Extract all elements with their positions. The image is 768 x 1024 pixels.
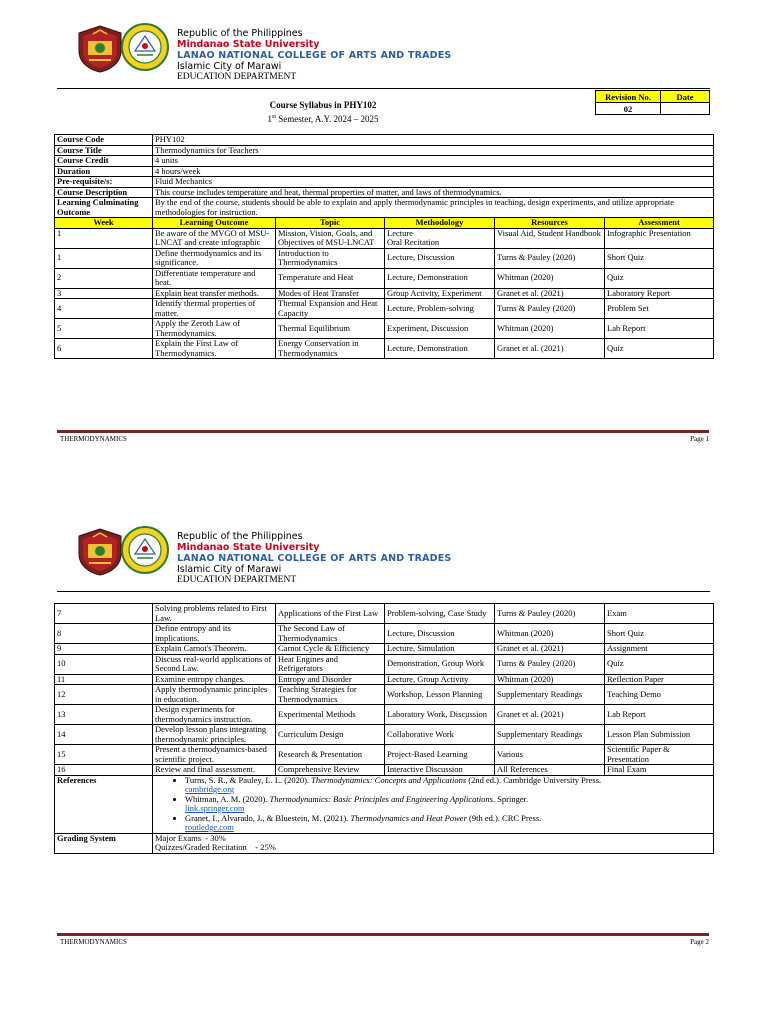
- learning-outcome-cell: Review and final assessment.: [153, 765, 276, 776]
- date-value: [661, 103, 710, 115]
- reference-item: [185, 814, 711, 833]
- topic-cell: Mission, Vision, Goals, and Objectives of MSU-LNCAT: [276, 228, 385, 248]
- grading-row: [55, 833, 714, 853]
- reference-link[interactable]: cambridge.org: [185, 784, 235, 794]
- footer-page-number: Page 2: [690, 938, 709, 946]
- resources-cell: Turns & Pauley (2020): [495, 604, 605, 624]
- methodology-cell: Lecture, Demonstration: [385, 268, 495, 288]
- week-row: [55, 644, 714, 655]
- resources-cell: Granet et al. (2021): [495, 705, 605, 725]
- learning-outcome-cell: Develop lesson plans integrating thermodynamic principles.: [153, 725, 276, 745]
- reference-item: [185, 795, 711, 814]
- course-info-value: 4 hours/week: [153, 166, 714, 177]
- week-row: [55, 765, 714, 776]
- header-rule: [57, 88, 710, 89]
- reference-authors: Turns, S. R., & Pauley, L. L. (2020).: [185, 775, 312, 785]
- methodology-cell: Lecture, Simulation: [385, 644, 495, 655]
- reference-link[interactable]: routledge.com: [185, 822, 234, 832]
- methodology-cell: Workshop, Lesson Planning: [385, 685, 495, 705]
- footer-rule: [57, 430, 709, 433]
- course-info-value: 4 units: [153, 156, 714, 167]
- column-header-methodology: Methodology: [385, 218, 495, 229]
- course-info-label: Course Credit: [55, 156, 153, 167]
- week-row: [55, 604, 714, 624]
- week-cell: 14: [55, 725, 153, 745]
- week-cell: 15: [55, 745, 153, 765]
- methodology-cell: Demonstration, Group Work: [385, 654, 495, 674]
- reference-publisher: . Springer.: [492, 793, 529, 804]
- assessment-cell: Scientific Paper & Presentation: [605, 745, 714, 765]
- methodology-cell: Lecture, Discussion: [385, 248, 495, 268]
- topic-cell: Modes of Heat Transfer: [276, 288, 385, 299]
- course-info-row: [55, 145, 714, 156]
- week-row: [55, 319, 714, 339]
- assessment-cell: Quiz: [605, 339, 714, 359]
- methodology-cell: Lecture, Discussion: [385, 624, 495, 644]
- course-info-value: By the end of the course, students should be able to explain and apply thermodynamic principles in teaching, design experiments, and utilize appropriate methodologies for instruction.: [153, 198, 714, 218]
- assessment-cell: Short Quiz: [605, 248, 714, 268]
- resources-cell: Visual Aid, Student Handbook: [495, 228, 605, 248]
- resources-cell: Various: [495, 745, 605, 765]
- resources-cell: Whitman (2020): [495, 674, 605, 685]
- week-cell: 16: [55, 765, 153, 776]
- methodology-cell: Interactive Discussion: [385, 765, 495, 776]
- learning-outcome-cell: Design experiments for thermodynamics instruction.: [153, 705, 276, 725]
- week-cell: 7: [55, 604, 153, 624]
- syllabus-page-1: [0, 0, 768, 500]
- reference-title: Thermodynamics and Heat Power: [350, 812, 467, 823]
- references-row: [55, 775, 714, 833]
- week-row: [55, 339, 714, 359]
- column-header-learning-outcome: Learning Outcome: [153, 218, 276, 229]
- topic-cell: Research & Presentation: [276, 745, 385, 765]
- topic-cell: Teaching Strategies for Thermodynamics: [276, 685, 385, 705]
- reference-item: [185, 776, 711, 795]
- assessment-cell: Quiz: [605, 268, 714, 288]
- methodology-cell: Experiment, Discussion: [385, 319, 495, 339]
- week-row: [55, 725, 714, 745]
- header-university: Mindanao State University: [177, 542, 320, 553]
- reference-authors: Whitman, A. M. (2020).: [185, 793, 270, 804]
- week-cell: 5: [55, 319, 153, 339]
- resources-cell: Whitman (2020): [495, 319, 605, 339]
- header-rule: [57, 591, 710, 592]
- topic-cell: Energy Conservation in Thermodynamics: [276, 339, 385, 359]
- learning-outcome-cell: Apply thermodynamic principles in education.: [153, 685, 276, 705]
- methodology-cell: Problem-solving, Case Study: [385, 604, 495, 624]
- references-label: References: [55, 775, 153, 833]
- topic-cell: Carnot Cycle & Efficiency: [276, 644, 385, 655]
- methodology-cell: Lecture, Problem-solving: [385, 299, 495, 319]
- resources-cell: Granet et al. (2021): [495, 288, 605, 299]
- topic-cell: Temperature and Heat: [276, 268, 385, 288]
- course-info-label: Course Description: [55, 187, 153, 198]
- resources-cell: Turns & Pauley (2020): [495, 248, 605, 268]
- course-info-row: [55, 198, 714, 218]
- week-cell: 9: [55, 644, 153, 655]
- resources-cell: All References: [495, 765, 605, 776]
- reference-link[interactable]: link.springer.com: [185, 803, 245, 813]
- methodology-cell: Laboratory Work, Discussion: [385, 705, 495, 725]
- methodology-cell: Lecture, Demonstration: [385, 339, 495, 359]
- institution-header: [177, 28, 451, 83]
- header-department: EDUCATION DEPARTMENT: [177, 575, 297, 585]
- week-cell: 10: [55, 654, 153, 674]
- msu-seal-logo: [77, 528, 123, 576]
- assessment-cell: Lesson Plan Submission: [605, 725, 714, 745]
- week-row: [55, 745, 714, 765]
- topic-cell: Comprehensive Review: [276, 765, 385, 776]
- week-row: [55, 685, 714, 705]
- course-info-value: Fluid Mechanics: [153, 177, 714, 188]
- semester-line: [175, 111, 471, 125]
- week-cell: 1: [55, 228, 153, 248]
- week-cell: 6: [55, 339, 153, 359]
- grading-label: Grading System: [55, 833, 153, 853]
- header-republic: Republic of the Philippines: [177, 531, 303, 542]
- methodology-cell: Group Activity, Experiment: [385, 288, 495, 299]
- grading-major-exams: Major Exams - 30%: [155, 833, 226, 843]
- assessment-cell: Exam: [605, 604, 714, 624]
- week-row: [55, 299, 714, 319]
- header-department: EDUCATION DEPARTMENT: [177, 72, 297, 82]
- resources-cell: Granet et al. (2021): [495, 644, 605, 655]
- course-info-row: [55, 156, 714, 167]
- week-cell: 1: [55, 248, 153, 268]
- semester-suffix: st: [272, 114, 277, 120]
- assessment-cell: Laboratory Report: [605, 288, 714, 299]
- course-info-row: [55, 135, 714, 146]
- revision-table: [595, 90, 710, 115]
- learning-outcome-cell: Discuss real-world applications of Second Law.: [153, 654, 276, 674]
- revision-no-header: Revision No.: [596, 91, 661, 103]
- resources-cell: Whitman (2020): [495, 624, 605, 644]
- resources-cell: Whitman (2020): [495, 268, 605, 288]
- week-row: [55, 288, 714, 299]
- week-row: [55, 654, 714, 674]
- topic-cell: Thermal Equilibrium: [276, 319, 385, 339]
- institution-header: [177, 531, 451, 586]
- weekly-plan-table: [54, 603, 714, 854]
- course-info-row: [55, 166, 714, 177]
- topic-cell: Thermal Expansion and Heat Capacity: [276, 299, 385, 319]
- course-info-value: PHY102: [153, 135, 714, 146]
- msu-seal-logo: [77, 25, 123, 73]
- resources-cell: Turns & Pauley (2020): [495, 299, 605, 319]
- reference-publisher: (9th ed.). CRC Press.: [466, 812, 542, 823]
- learning-outcome-cell: Define thermodynamics and its significance.: [153, 248, 276, 268]
- course-info-row: [55, 187, 714, 198]
- resources-cell: Supplementary Readings: [495, 725, 605, 745]
- assessment-cell: Lab Report: [605, 705, 714, 725]
- topic-cell: Experimental Methods: [276, 705, 385, 725]
- week-cell: 13: [55, 705, 153, 725]
- topic-cell: Entropy and Disorder: [276, 674, 385, 685]
- date-header: Date: [661, 91, 710, 103]
- learning-outcome-cell: Define entropy and its implications.: [153, 624, 276, 644]
- course-info-label: Course Title: [55, 145, 153, 156]
- assessment-cell: Problem Set: [605, 299, 714, 319]
- week-cell: 11: [55, 674, 153, 685]
- week-row: [55, 674, 714, 685]
- learning-outcome-cell: Explain heat transfer methods.: [153, 288, 276, 299]
- week-row: [55, 705, 714, 725]
- header-city: Islamic City of Marawi: [177, 61, 282, 72]
- lncat-seal-logo: [121, 524, 169, 576]
- footer-left: THERMODYNAMICS: [60, 938, 127, 946]
- resources-cell: Turns & Pauley (2020): [495, 654, 605, 674]
- learning-outcome-cell: Be aware of the MVGO of MSU-LNCAT and create infographic: [153, 228, 276, 248]
- week-cell: 2: [55, 268, 153, 288]
- topic-cell: Introduction to Thermodynamics: [276, 248, 385, 268]
- header-city: Islamic City of Marawi: [177, 564, 282, 575]
- references-list: [155, 776, 711, 833]
- course-info-table: [54, 134, 714, 359]
- week-cell: 3: [55, 288, 153, 299]
- column-header-resources: Resources: [495, 218, 605, 229]
- assessment-cell: Lab Report: [605, 319, 714, 339]
- semester-text: Semester, A.Y. 2024 – 2025: [276, 114, 379, 124]
- methodology-cell: Lecture, Group Activity: [385, 674, 495, 685]
- methodology-cell: Lecture Oral Recitation: [385, 228, 495, 248]
- reference-authors: Granet, I., Alvarado, J., & Bluestein, M. (2021).: [185, 812, 351, 823]
- assessment-cell: Short Quiz: [605, 624, 714, 644]
- assessment-cell: Teaching Demo: [605, 685, 714, 705]
- resources-cell: Supplementary Readings: [495, 685, 605, 705]
- footer-rule: [57, 933, 709, 936]
- week-row: [55, 248, 714, 268]
- learning-outcome-cell: Solving problems related to First Law.: [153, 604, 276, 624]
- learning-outcome-cell: Differentiate temperature and heat.: [153, 268, 276, 288]
- assessment-cell: Assignment: [605, 644, 714, 655]
- references-list-cell: [153, 775, 714, 833]
- week-table-header: [55, 218, 714, 229]
- lncat-seal-logo: [121, 21, 169, 73]
- learning-outcome-cell: Explain Carnot's Theorem.: [153, 644, 276, 655]
- course-info-value: This course includes temperature and heat, thermal properties of matter, and laws of thermodynamics.: [153, 187, 714, 198]
- topic-cell: The Second Law of Thermodynamics: [276, 624, 385, 644]
- learning-outcome-cell: Explain the First Law of Thermodynamics.: [153, 339, 276, 359]
- column-header-week: Week: [55, 218, 153, 229]
- topic-cell: Curriculum Design: [276, 725, 385, 745]
- course-info-row: [55, 177, 714, 188]
- header-college: LANAO NATIONAL COLLEGE OF ARTS AND TRADES: [177, 553, 452, 564]
- methodology-cell: Collaborative Work: [385, 725, 495, 745]
- resources-cell: Granet et al. (2021): [495, 339, 605, 359]
- topic-cell: Applications of the First Law: [276, 604, 385, 624]
- course-info-label: Learning Culminating Outcome: [55, 198, 153, 218]
- assessment-cell: Infographic Presentation: [605, 228, 714, 248]
- grading-quizzes: Quizzes/Graded Recitation - 25%: [155, 842, 276, 852]
- course-syllabus-title: Course Syllabus in PHY102: [269, 100, 377, 110]
- grading-cell: [153, 833, 714, 853]
- course-info-label: Pre-requisite/s:: [55, 177, 153, 188]
- reference-title: Thermodynamics: Concepts and Applications: [311, 775, 467, 785]
- assessment-cell: Quiz: [605, 654, 714, 674]
- week-row: [55, 268, 714, 288]
- footer-page-number: Page 1: [690, 435, 709, 443]
- header-republic: Republic of the Philippines: [177, 28, 303, 39]
- column-header-topic: Topic: [276, 218, 385, 229]
- week-cell: 4: [55, 299, 153, 319]
- week-row: [55, 228, 714, 248]
- assessment-cell: Reflection Paper: [605, 674, 714, 685]
- reference-title: Thermodynamics: Basic Principles and Engineering Applications: [269, 793, 493, 804]
- course-info-label: Duration: [55, 166, 153, 177]
- revision-no-value: 02: [596, 103, 661, 115]
- week-row: [55, 624, 714, 644]
- methodology-cell: Project-Based Learning: [385, 745, 495, 765]
- learning-outcome-cell: Apply the Zeroth Law of Thermodynamics.: [153, 319, 276, 339]
- assessment-cell: Final Exam: [605, 765, 714, 776]
- learning-outcome-cell: Examine entropy changes.: [153, 674, 276, 685]
- learning-outcome-cell: Identify thermal properties of matter.: [153, 299, 276, 319]
- header-college: LANAO NATIONAL COLLEGE OF ARTS AND TRADES: [177, 50, 452, 61]
- syllabus-page-2: [0, 503, 768, 1003]
- week-cell: 12: [55, 685, 153, 705]
- week-cell: 8: [55, 624, 153, 644]
- learning-outcome-cell: Present a thermodynamics-based scientific project.: [153, 745, 276, 765]
- semester-number: 1: [267, 114, 272, 124]
- footer-left: THERMODYNAMICS: [60, 435, 127, 443]
- column-header-assessment: Assessment: [605, 218, 714, 229]
- course-info-value: Thermodynamics for Teachers: [153, 145, 714, 156]
- topic-cell: Heat Engines and Refrigerators: [276, 654, 385, 674]
- course-info-label: Course Code: [55, 135, 153, 146]
- header-university: Mindanao State University: [177, 39, 320, 50]
- syllabus-title: [175, 99, 471, 125]
- reference-publisher: (2nd ed.). Cambridge University Press.: [466, 775, 602, 785]
